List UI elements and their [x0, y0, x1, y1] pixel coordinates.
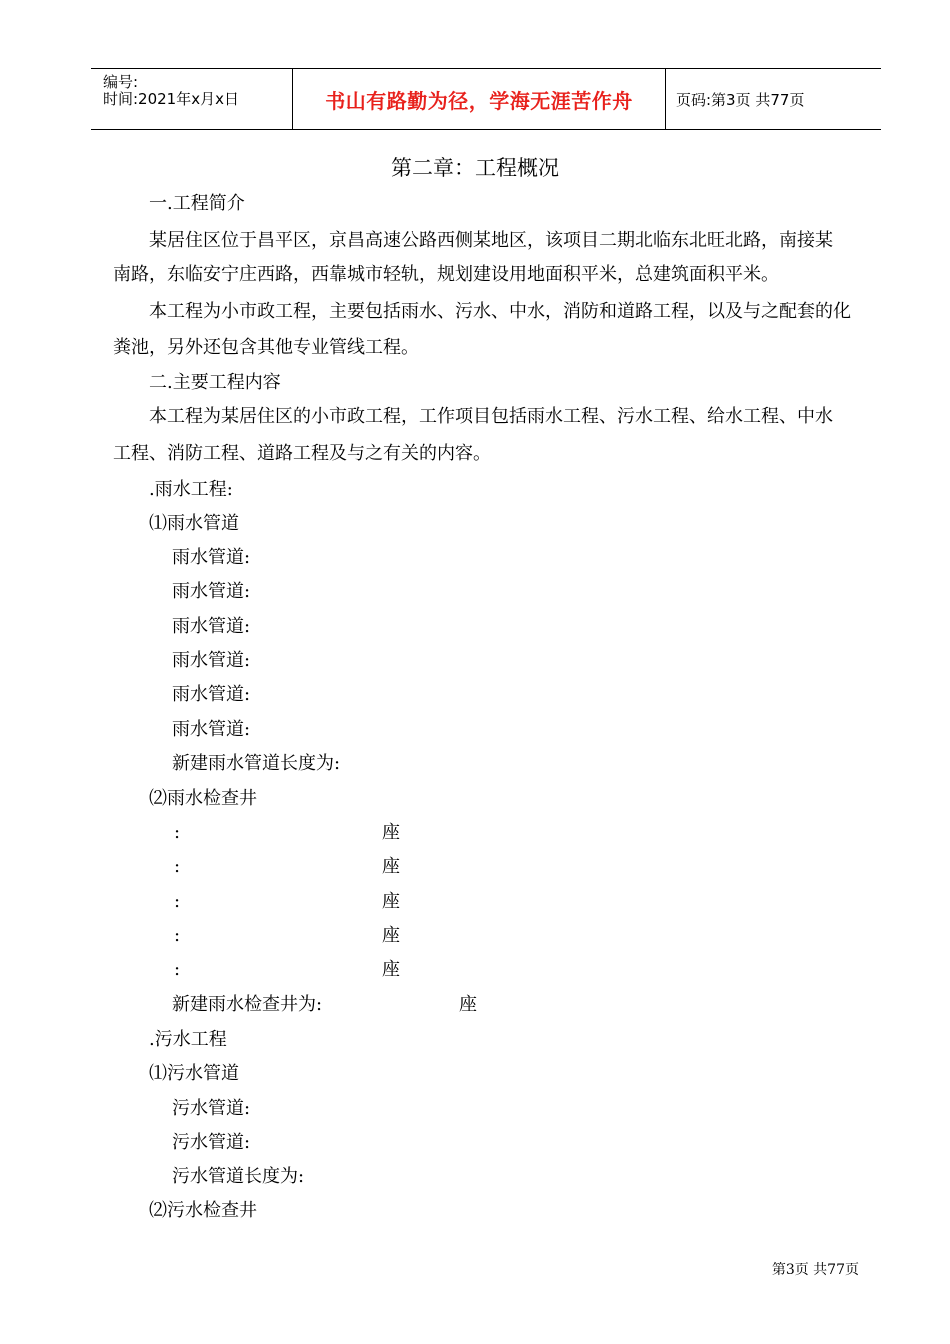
paragraph-line: 本工程为小市政工程，主要包括雨水、污水、中水，消防和道路工程，以及与之配套的化	[149, 301, 851, 322]
rain-well-total: 新建雨水检查井为:	[172, 994, 323, 1015]
rain-well-unit: 座	[382, 822, 400, 843]
paragraph-line: 本工程为某居住区的小市政工程，工作项目包括雨水工程、污水工程、给水工程、中水	[149, 406, 833, 427]
header-page-cell	[666, 69, 881, 129]
header-page-label: 页码:第3页 共77页	[676, 90, 805, 109]
chapter-title: 第二章：工程概况	[391, 156, 559, 180]
sewage-heading: .污水工程	[149, 1029, 227, 1050]
paragraph-line: 粪池，另外还包含其他专业管线工程。	[113, 337, 419, 358]
rain-pipe-item: 雨水管道:	[172, 547, 251, 568]
rain-heading: .雨水工程:	[149, 479, 233, 500]
page-footer: 第3页 共77页	[771, 1262, 859, 1278]
rain-pipe-heading: ⑴雨水管道	[149, 513, 239, 534]
rain-well-label: :	[174, 856, 181, 877]
rain-well-total-unit: 座	[459, 994, 477, 1015]
rain-well-label: :	[174, 959, 181, 980]
rain-well-unit: 座	[382, 925, 400, 946]
sewage-pipe-total: 污水管道长度为:	[172, 1166, 305, 1187]
header-motto-cell	[293, 69, 666, 129]
time-label: 时间:2021年x月x日	[103, 90, 239, 108]
rain-well-heading: ⑵雨水检查井	[149, 788, 257, 809]
rain-pipe-item: 雨水管道:	[172, 650, 251, 671]
sewage-pipe-item: 污水管道:	[172, 1132, 251, 1153]
section-heading-content: 二.主要工程内容	[149, 372, 281, 393]
paragraph-line: 南路，东临安宁庄西路，西靠城市轻轨，规划建设用地面积平米，总建筑面积平米。	[113, 264, 779, 285]
rain-well-label: :	[174, 891, 181, 912]
rain-pipe-item: 雨水管道:	[172, 719, 251, 740]
rain-pipe-total: 新建雨水管道长度为:	[172, 753, 341, 774]
rain-well-unit: 座	[382, 891, 400, 912]
paragraph-line: 某居住区位于昌平区，京昌高速公路西侧某地区，该项目二期北临东北旺北路，南接某	[149, 230, 833, 251]
paragraph-line: 工程、消防工程、道路工程及与之有关的内容。	[113, 443, 491, 464]
number-label: 编号:	[103, 73, 139, 91]
rain-well-unit: 座	[382, 856, 400, 877]
rain-well-label: :	[174, 822, 181, 843]
motto-text: 书山有路勤为径，学海无涯苦作舟	[325, 88, 633, 113]
header-meta-cell	[91, 69, 293, 129]
rain-pipe-item: 雨水管道:	[172, 581, 251, 602]
rain-well-unit: 座	[382, 959, 400, 980]
section-heading-intro: 一.工程简介	[149, 193, 245, 214]
sewage-pipe-item: 污水管道:	[172, 1098, 251, 1119]
sewage-pipe-heading: ⑴污水管道	[149, 1063, 239, 1084]
rain-well-label: :	[174, 925, 181, 946]
page-header	[91, 68, 881, 130]
rain-pipe-item: 雨水管道:	[172, 616, 251, 637]
sewage-well-heading: ⑵污水检查井	[149, 1200, 257, 1221]
rain-pipe-item: 雨水管道:	[172, 684, 251, 705]
